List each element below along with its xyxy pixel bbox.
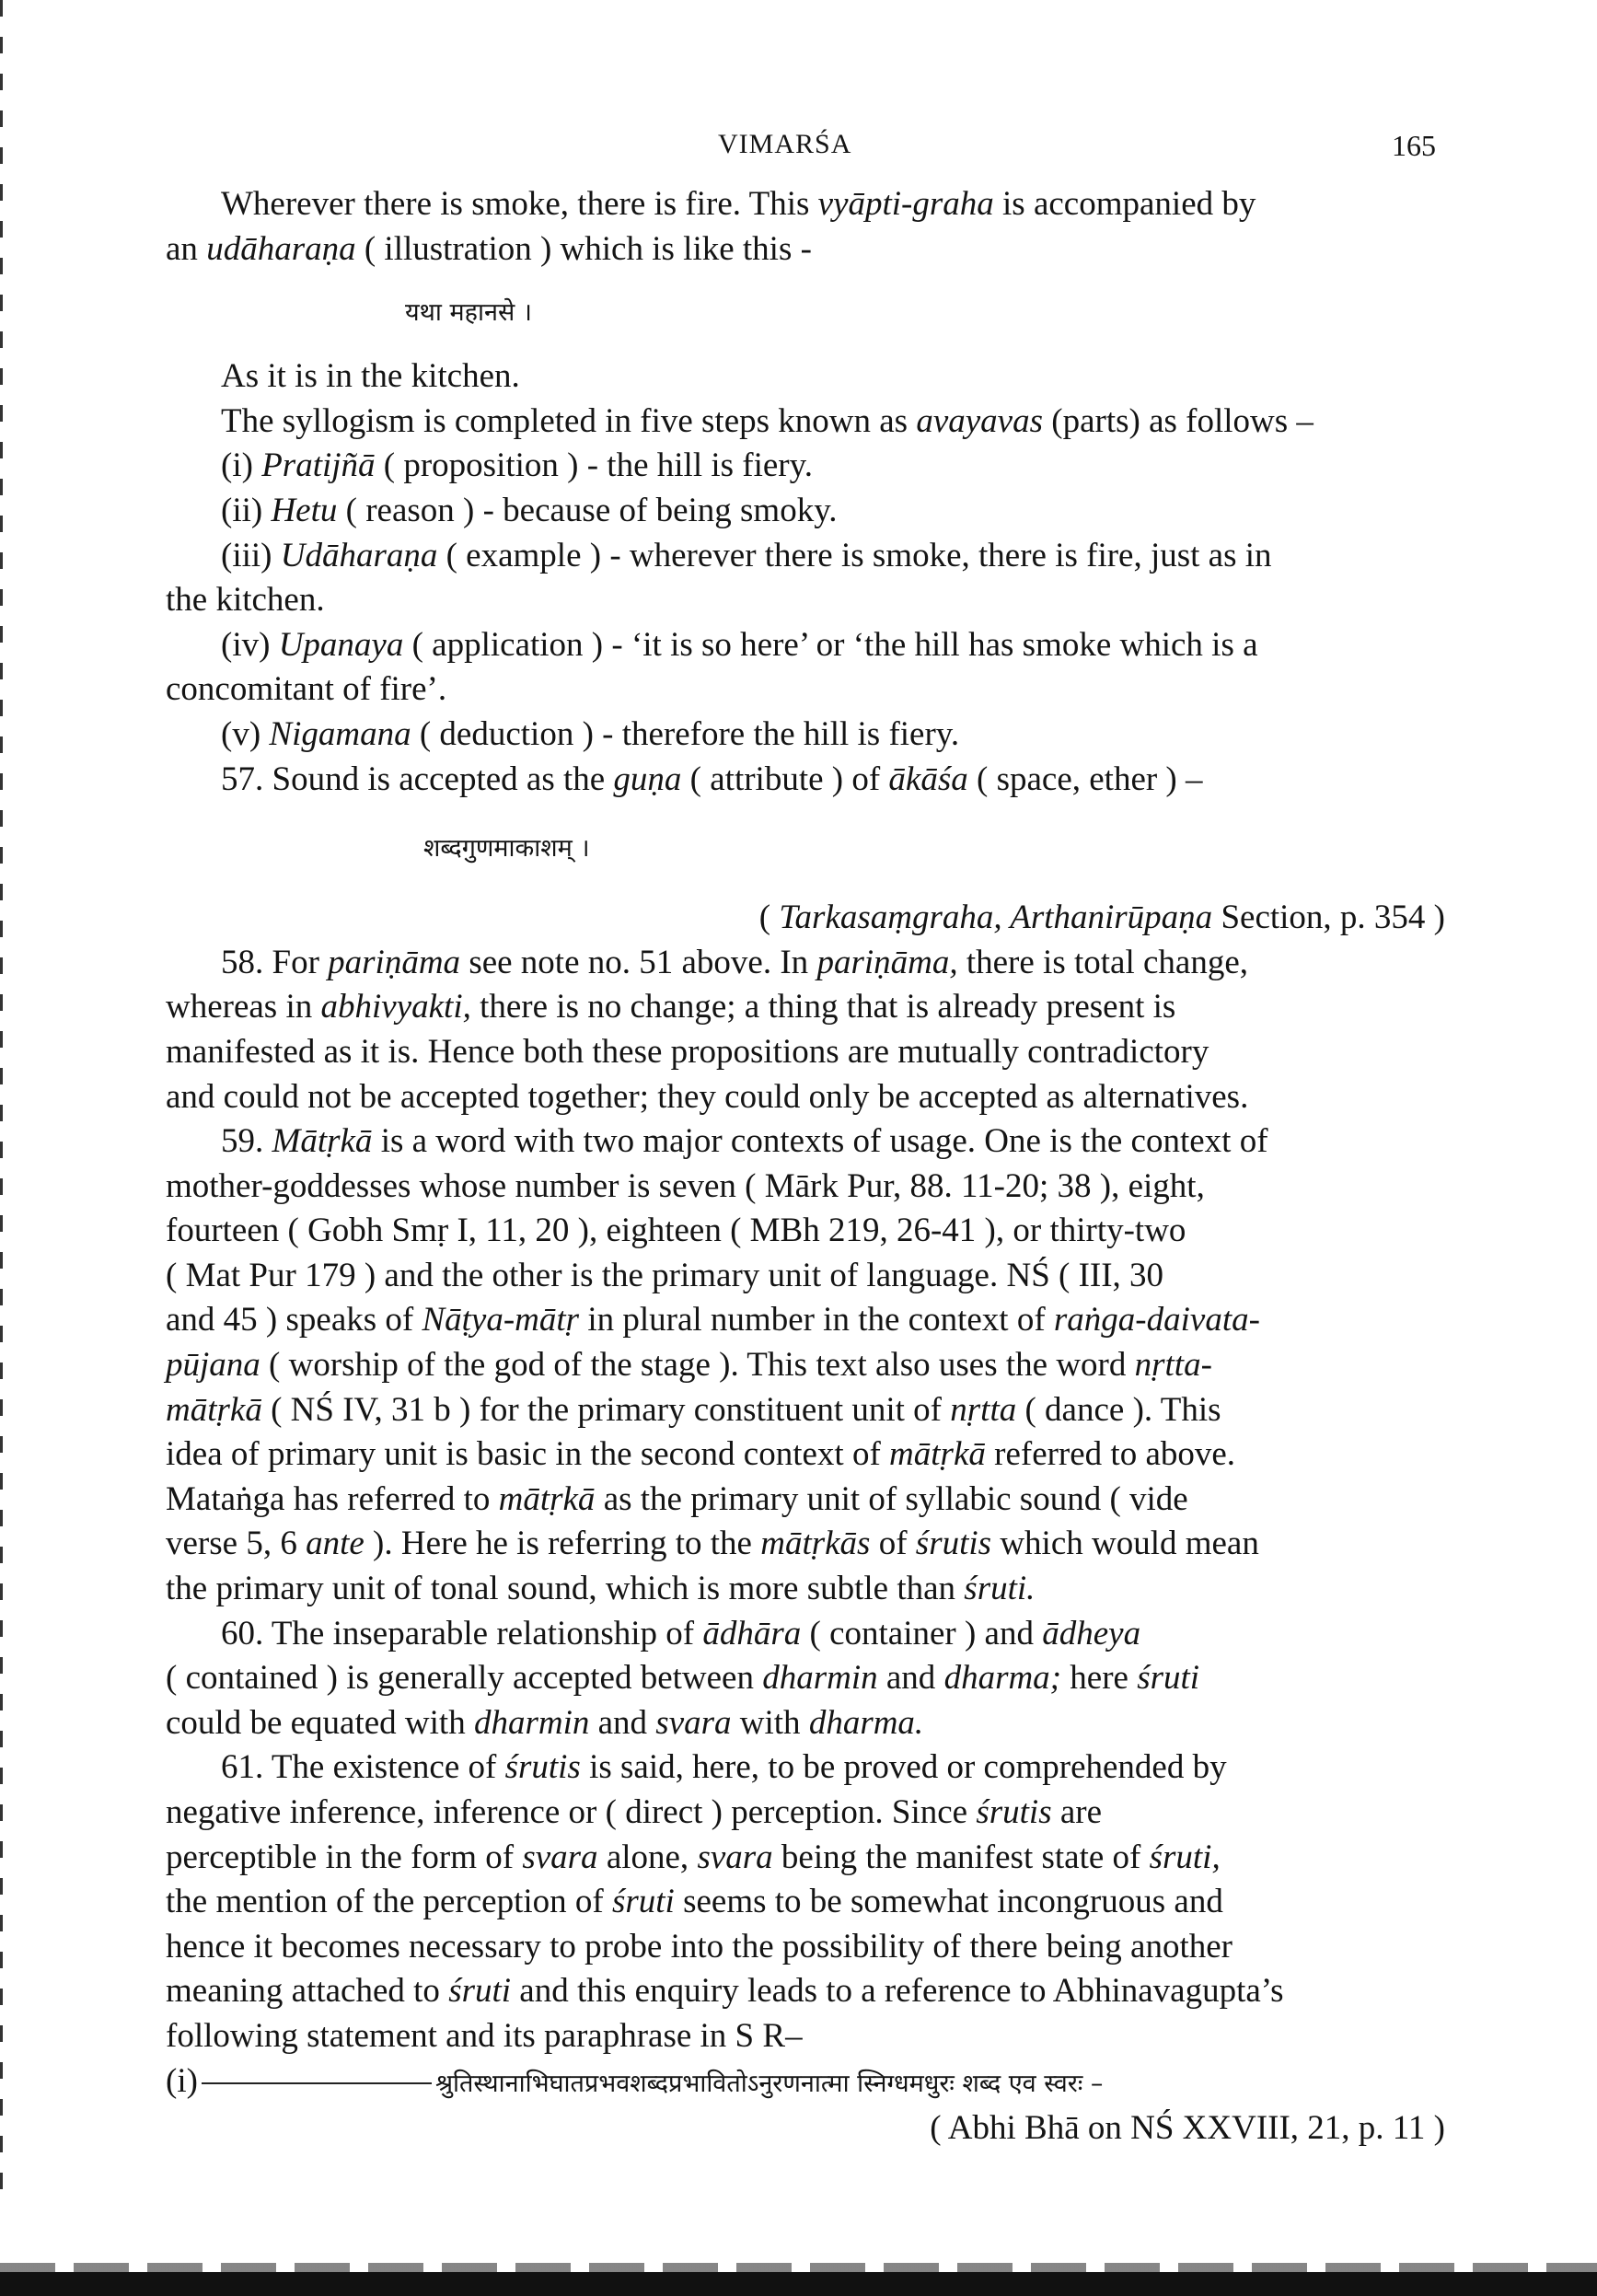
italic-term: dharma. bbox=[808, 1703, 924, 1742]
italic-term: Nāṭya-mātṛ bbox=[422, 1301, 580, 1339]
text-line bbox=[166, 1880, 1454, 1925]
text-line bbox=[166, 985, 1454, 1030]
italic-term: ādheya bbox=[1042, 1614, 1141, 1652]
text-line bbox=[166, 1209, 1454, 1254]
italic-term: raṅga-daivata- bbox=[1053, 1301, 1260, 1339]
text-line bbox=[166, 1612, 1454, 1657]
italic-term: pūjana bbox=[166, 1346, 260, 1385]
scan-bottom-noise bbox=[0, 2263, 1597, 2272]
text-run: with bbox=[731, 1703, 809, 1742]
text-line bbox=[166, 758, 1454, 803]
text-line bbox=[166, 1836, 1454, 1881]
text-line bbox=[166, 489, 1454, 534]
text-run: As it is in the kitchen. bbox=[221, 357, 520, 396]
text-line bbox=[166, 578, 1454, 623]
text-run: could be equated with bbox=[166, 1703, 474, 1742]
text-run: ( space, ether ) – bbox=[967, 760, 1203, 798]
text-run: are bbox=[1051, 1793, 1103, 1831]
text-line bbox=[166, 296, 1454, 330]
italic-term: śruti. bbox=[964, 1570, 1036, 1608]
text-run: fourteen ( Gobh Smṛ I, 11, 20 ), eighteen ( MBh 219, 26-41 ), or thirty-two bbox=[166, 1212, 1186, 1250]
body-text bbox=[166, 182, 1454, 2151]
text-line bbox=[166, 896, 1454, 941]
italic-term: avayavas bbox=[916, 401, 1043, 440]
italic-term: Udāharaṇa bbox=[280, 536, 438, 574]
text-line bbox=[166, 1030, 1454, 1075]
text-run: an bbox=[166, 229, 207, 268]
text-line bbox=[166, 1969, 1454, 2014]
text-line bbox=[166, 1656, 1454, 1701]
text-run: manifested as it is. Hence both these propositions are mutually contradictory bbox=[166, 1032, 1209, 1071]
text-line bbox=[166, 444, 1454, 489]
text-run: शब्दगुणमाकाशम् । bbox=[423, 834, 590, 864]
text-run: and bbox=[589, 1703, 656, 1742]
text-line bbox=[166, 1298, 1454, 1343]
text-run: is a word with two major contexts of usage. One is the context of bbox=[372, 1122, 1268, 1161]
text-line bbox=[166, 182, 1454, 227]
text-run: ( example ) - wherever there is smoke, there is fire, just as in bbox=[437, 536, 1272, 574]
text-run: ( contained ) is generally accepted between bbox=[166, 1659, 763, 1698]
text-line bbox=[166, 534, 1454, 579]
text-run: Mataṅga has referred to bbox=[166, 1479, 499, 1518]
text-run: ( Mat Pur 179 ) and the other is the primary unit of language. NŚ ( III, 30 bbox=[166, 1256, 1164, 1294]
text-run: ( application ) - ‘it is so here’ or ‘the hill has smoke which is a bbox=[403, 625, 1258, 664]
running-head: VIMARŚA bbox=[718, 129, 852, 159]
text-run: of bbox=[870, 1525, 916, 1563]
text-line bbox=[166, 827, 1454, 871]
text-run: Wherever there is smoke, there is fire. This bbox=[221, 185, 818, 223]
text-run: and could not be accepted together; they could only be accepted as alternatives. bbox=[166, 1077, 1249, 1116]
text-run: ( NŚ IV, 31 b ) for the primary constituent unit of bbox=[261, 1390, 951, 1429]
italic-term: śruti bbox=[611, 1883, 675, 1921]
italic-term: mātṛkā bbox=[166, 1390, 262, 1429]
italic-term: dharmin bbox=[762, 1659, 878, 1698]
text-run: (iii) bbox=[221, 536, 281, 574]
text-run: ( attribute ) of bbox=[681, 760, 889, 798]
text-line bbox=[166, 623, 1454, 668]
text-run: being the manifest state of bbox=[772, 1838, 1150, 1876]
text-run: negative inference, inference or ( direct ) perception. Since bbox=[166, 1793, 977, 1831]
final-citation: ( Abhi Bhā on NŚ XXVIII, 21, p. 11 ) bbox=[930, 2109, 1445, 2148]
italic-term: śruti bbox=[1137, 1659, 1200, 1698]
text-line bbox=[166, 1701, 1454, 1746]
text-run: ( deduction ) - therefore the hill is fiery. bbox=[411, 714, 960, 753]
text-line bbox=[166, 1388, 1454, 1433]
italic-term: Tarkasaṃgraha, Arthanirūpaṇa bbox=[779, 899, 1213, 937]
text-line bbox=[166, 1432, 1454, 1478]
text-line bbox=[166, 1925, 1454, 1970]
text-run: the kitchen. bbox=[166, 581, 325, 620]
text-run: perceptible in the form of bbox=[166, 1838, 523, 1876]
text-run: seems to be somewhat incongruous and bbox=[674, 1883, 1223, 1921]
text-run: the primary unit of tonal sound, which is more subtle than bbox=[166, 1570, 965, 1608]
text-run: there is total change, bbox=[957, 943, 1248, 981]
text-run: verse 5, 6 bbox=[166, 1525, 307, 1563]
text-run: ( reason ) - because of being smoky. bbox=[337, 491, 838, 529]
text-run: 58. For bbox=[221, 943, 329, 981]
quote-devanagari: श्रुतिस्थानाभिघातप्रभवशब्दप्रभावितोऽनुरणनात्मा स्निग्धमधुरः शब्द एव स्वरः – bbox=[434, 2069, 1104, 2098]
italic-term: mātṛkā bbox=[889, 1435, 986, 1474]
italic-term: svara bbox=[655, 1703, 732, 1742]
text-line bbox=[166, 1567, 1454, 1612]
text-line bbox=[166, 1254, 1454, 1299]
italic-term: Nigamana bbox=[269, 714, 411, 753]
text-line bbox=[166, 227, 1454, 273]
text-run: idea of primary unit is basic in the second context of bbox=[166, 1435, 890, 1474]
text-run: there is no change; a thing that is already present is bbox=[470, 988, 1176, 1026]
italic-term: ādhāra bbox=[702, 1614, 802, 1652]
text-line bbox=[166, 1075, 1454, 1120]
text-run: and this enquiry leads to a reference to Abhinavagupta’s bbox=[511, 1972, 1284, 2011]
italic-term: Pratijñā bbox=[261, 446, 376, 485]
italic-term: guṇa bbox=[613, 760, 682, 798]
italic-term: dharma; bbox=[943, 1659, 1062, 1698]
text-run: is said, here, to be proved or comprehended by bbox=[580, 1748, 1227, 1787]
text-run: following statement and its paraphrase in S R– bbox=[166, 2016, 803, 2055]
italic-term: śrutis bbox=[504, 1748, 581, 1787]
italic-term: nṛtta bbox=[950, 1390, 1017, 1429]
text-run: meaning attached to bbox=[166, 1972, 449, 2011]
italic-term: śrutis bbox=[915, 1525, 992, 1563]
text-run: whereas in bbox=[166, 988, 321, 1026]
italic-term: pariṇāma bbox=[328, 943, 461, 981]
italic-term: svara bbox=[522, 1838, 598, 1876]
text-run: 59. bbox=[221, 1122, 272, 1161]
text-run: 57. Sound is accepted as the bbox=[221, 760, 614, 798]
text-run: ( container ) and bbox=[801, 1614, 1043, 1652]
text-run: The syllogism is completed in five steps known as bbox=[221, 401, 917, 440]
text-run: ( proposition ) - the hill is fiery. bbox=[375, 446, 813, 485]
italic-term: śruti, bbox=[1149, 1838, 1221, 1876]
text-run: (ii) bbox=[221, 491, 272, 529]
text-line bbox=[166, 354, 1454, 400]
text-run: mother-goddesses whose number is seven ( Mārk Pur, 88. 11-20; 38 ), eight, bbox=[166, 1166, 1205, 1205]
text-line bbox=[166, 1745, 1454, 1791]
quote-rule bbox=[202, 2082, 432, 2084]
text-run: hence it becomes necessary to probe into the possibility of there being another bbox=[166, 1927, 1232, 1966]
text-line bbox=[166, 1165, 1454, 1210]
italic-term: nṛtta- bbox=[1134, 1346, 1212, 1385]
text-run: here bbox=[1061, 1659, 1138, 1698]
text-run: Section, p. 354 ) bbox=[1212, 899, 1445, 937]
text-run: (parts) as follows – bbox=[1043, 401, 1313, 440]
scan-bottom-band bbox=[0, 2272, 1597, 2296]
italic-term: Upanaya bbox=[278, 625, 404, 664]
text-run: (iv) bbox=[221, 625, 279, 664]
text-run: 61. The existence of bbox=[221, 1748, 505, 1787]
italic-term: svara bbox=[697, 1838, 773, 1876]
italic-term: Mātṛkā bbox=[272, 1122, 373, 1161]
italic-term: Hetu bbox=[271, 491, 338, 529]
text-run: alone, bbox=[597, 1838, 698, 1876]
text-line bbox=[166, 667, 1454, 713]
text-line bbox=[166, 941, 1454, 986]
text-run: the mention of the perception of bbox=[166, 1883, 612, 1921]
italic-term: mātṛkās bbox=[760, 1525, 871, 1563]
italic-term: abhivyakti, bbox=[320, 988, 471, 1026]
text-line bbox=[166, 713, 1454, 758]
italic-term: dharmin bbox=[473, 1703, 590, 1742]
text-line bbox=[166, 1791, 1454, 1836]
text-run: (i) bbox=[221, 446, 262, 485]
text-run: ( dance ). This bbox=[1016, 1390, 1221, 1429]
text-run: is accompanied by bbox=[993, 185, 1256, 223]
text-line bbox=[166, 400, 1454, 445]
text-run: ( bbox=[758, 899, 780, 937]
quote-label: (i) bbox=[166, 2061, 198, 2100]
text-line bbox=[166, 1343, 1454, 1388]
text-run: (v) bbox=[221, 714, 270, 753]
text-run: which would mean bbox=[991, 1525, 1259, 1563]
text-run: ( illustration ) which is like this - bbox=[355, 229, 812, 268]
text-line bbox=[166, 1119, 1454, 1165]
italic-term: ante bbox=[306, 1525, 365, 1563]
text-run: see note no. 51 above. In bbox=[460, 943, 817, 981]
text-lines bbox=[166, 182, 1454, 2059]
scan-edge-mark bbox=[0, 0, 3, 2209]
text-run: concomitant of fire’. bbox=[166, 670, 447, 709]
text-line bbox=[166, 1478, 1454, 1523]
text-run: ). Here he is referring to the bbox=[364, 1525, 761, 1563]
quote-line bbox=[166, 2059, 1454, 2107]
text-run: in plural number in the context of bbox=[579, 1301, 1054, 1339]
italic-term: udāharaṇa bbox=[206, 229, 356, 268]
page-number: 165 bbox=[1392, 129, 1436, 162]
text-run: and bbox=[877, 1659, 944, 1698]
italic-term: pariṇāma, bbox=[816, 943, 958, 981]
italic-term: śruti bbox=[448, 1972, 512, 2011]
text-run: ( worship of the god of the stage ). This text also uses the word bbox=[260, 1346, 1135, 1385]
text-line bbox=[166, 1522, 1454, 1567]
italic-term: mātṛkā bbox=[498, 1479, 596, 1518]
page-header bbox=[0, 129, 1597, 166]
text-run: as the primary unit of syllabic sound ( vide bbox=[595, 1479, 1188, 1518]
text-run: 60. The inseparable relationship of bbox=[221, 1614, 703, 1652]
text-line bbox=[166, 2014, 1454, 2059]
italic-term: vyāpti-graha bbox=[817, 185, 994, 223]
text-run: and 45 ) speaks of bbox=[166, 1301, 422, 1339]
text-run: यथा महानसे । bbox=[405, 298, 533, 328]
text-run: referred to above. bbox=[985, 1435, 1236, 1474]
italic-term: ākāśa bbox=[888, 760, 968, 798]
italic-term: śrutis bbox=[976, 1793, 1052, 1831]
